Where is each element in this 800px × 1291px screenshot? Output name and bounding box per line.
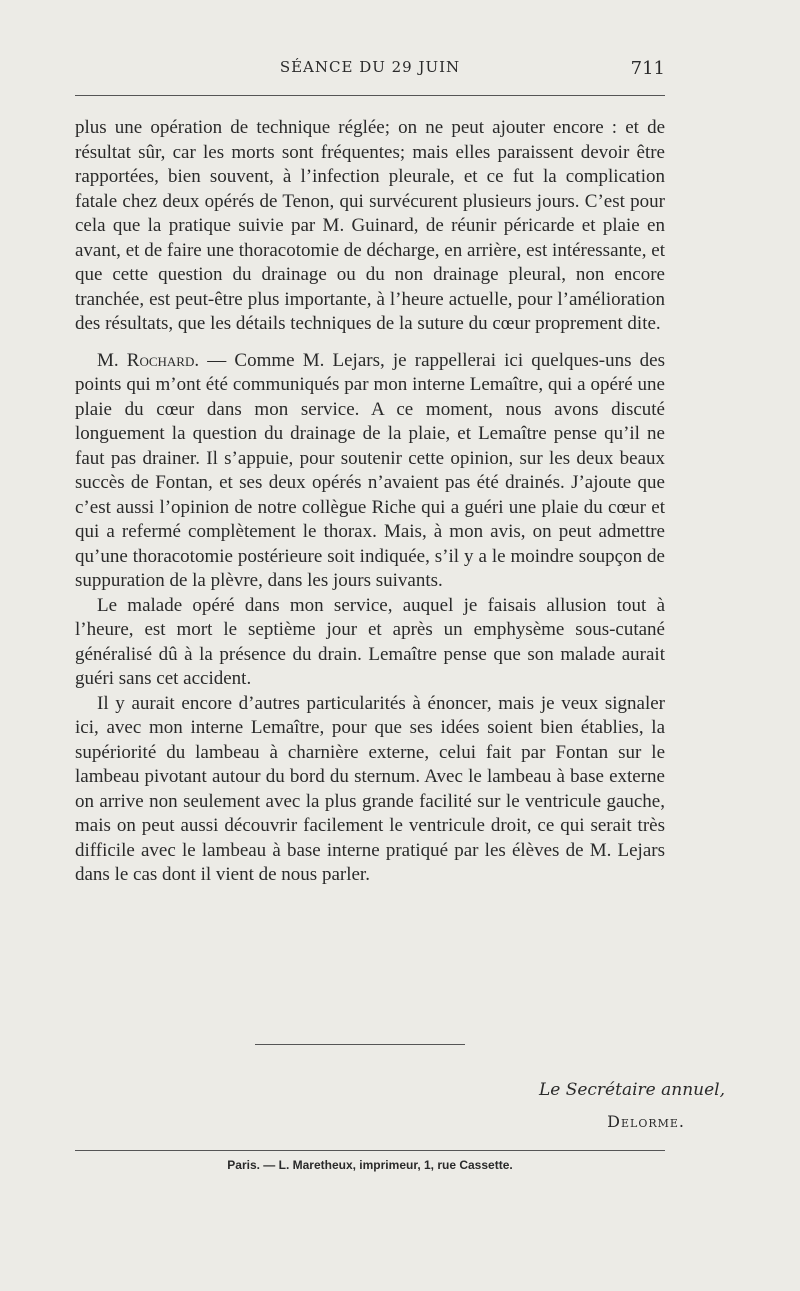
footer-rule — [75, 1150, 665, 1151]
speaker-prefix: M. — [97, 349, 127, 371]
printer-imprint: Paris. — L. Maretheux, imprimeur, 1, rue Cassette. — [227, 1158, 513, 1172]
paragraph-3: Le malade opéré dans mon service, auquel je faisais allusion tout à l’heure, est mort le septième jour et après un emphysème sous-cutané généralisé dû à la présence du drain. Lemaître pense que son malade aurait guéri sans cet accident. — [75, 594, 665, 689]
signature-name: Delorme. — [607, 1112, 685, 1131]
paragraph-1: plus une opération de technique réglée; on ne peut ajouter encore : et de résultat sûr, car les morts sont fréquentes; mais elles paraissent devoir être rapportées, bien souvent, à l’infection pleurale, et ce fut la complication fatale chez deux opérés de Tenon, qui survécurent plusieurs jours. C’est pour cela que la pratique suivie par M. Guinard, de réunir péricarde et plaie en avant, et de faire une thoracotomie de décharge, en arrière, est intéressante, et que cette question du drainage ou du non drainage pleural, non encore tranchée, est peut-être plus importante, à l’heure actuelle, pour l’amélioration des résultats, que les détails techniques de la suture du cœur proprement dite. — [75, 117, 665, 334]
section-end-rule — [255, 1044, 465, 1045]
header-rule — [75, 95, 665, 96]
header-title: SÉANCE DU 29 JUIN — [279, 58, 461, 76]
speaker-name: Rochard. — [126, 349, 200, 371]
paragraph-2-text: — Comme M. Lejars, je rappellerai ici quelques-uns des points qui m’ont été communiqués par mon interne Lemaître, qui a opéré une plaie du cœur dans mon service. A ce moment, nous avons discuté longuement la question du drainage de la plaie, et Lemaître pense qu’il ne faut pas drainer. Il s’appuie, pour soutenir cette opinion, sur les deux beaux succès de Fontan, et ses deux opérés n’avaient pas été drainés. J’ajoute que c’est aussi l’opinion de notre collègue Riche qui a guéri une plaie du cœur et qui a refermé complètement le thorax. Mais, à mon avis, on peut admettre qu’une thoracotomie postérieure soit indiquée, s’il y a le moindre soupçon de suppuration de la plèvre, dans les jours suivants. — [75, 349, 665, 591]
signature-role: Le Secrétaire annuel, — [538, 1080, 725, 1100]
body-text — [75, 116, 665, 888]
paragraph-4: Il y aurait encore d’autres particularités à énoncer, mais je veux signaler ici, avec mon interne Lemaître, pour que ses idées soient bien établies, la supériorité du lambeau à charnière externe, celui fait par Fontan sur le lambeau pivotant autour du bord du sternum. Avec le lambeau à base externe on arrive non seulement avec la plus grande facilité sur le ventricule gauche, mais on peut aussi découvrir facilement le ventricule droit, ce qui serait très difficile avec le lambeau à base interne pratiqué par les élèves de M. Lejars dans le cas dont il vient de nous parler. — [75, 692, 665, 885]
page-number: 711 — [630, 58, 665, 79]
running-header — [75, 58, 665, 82]
paragraph-2 — [75, 349, 665, 594]
